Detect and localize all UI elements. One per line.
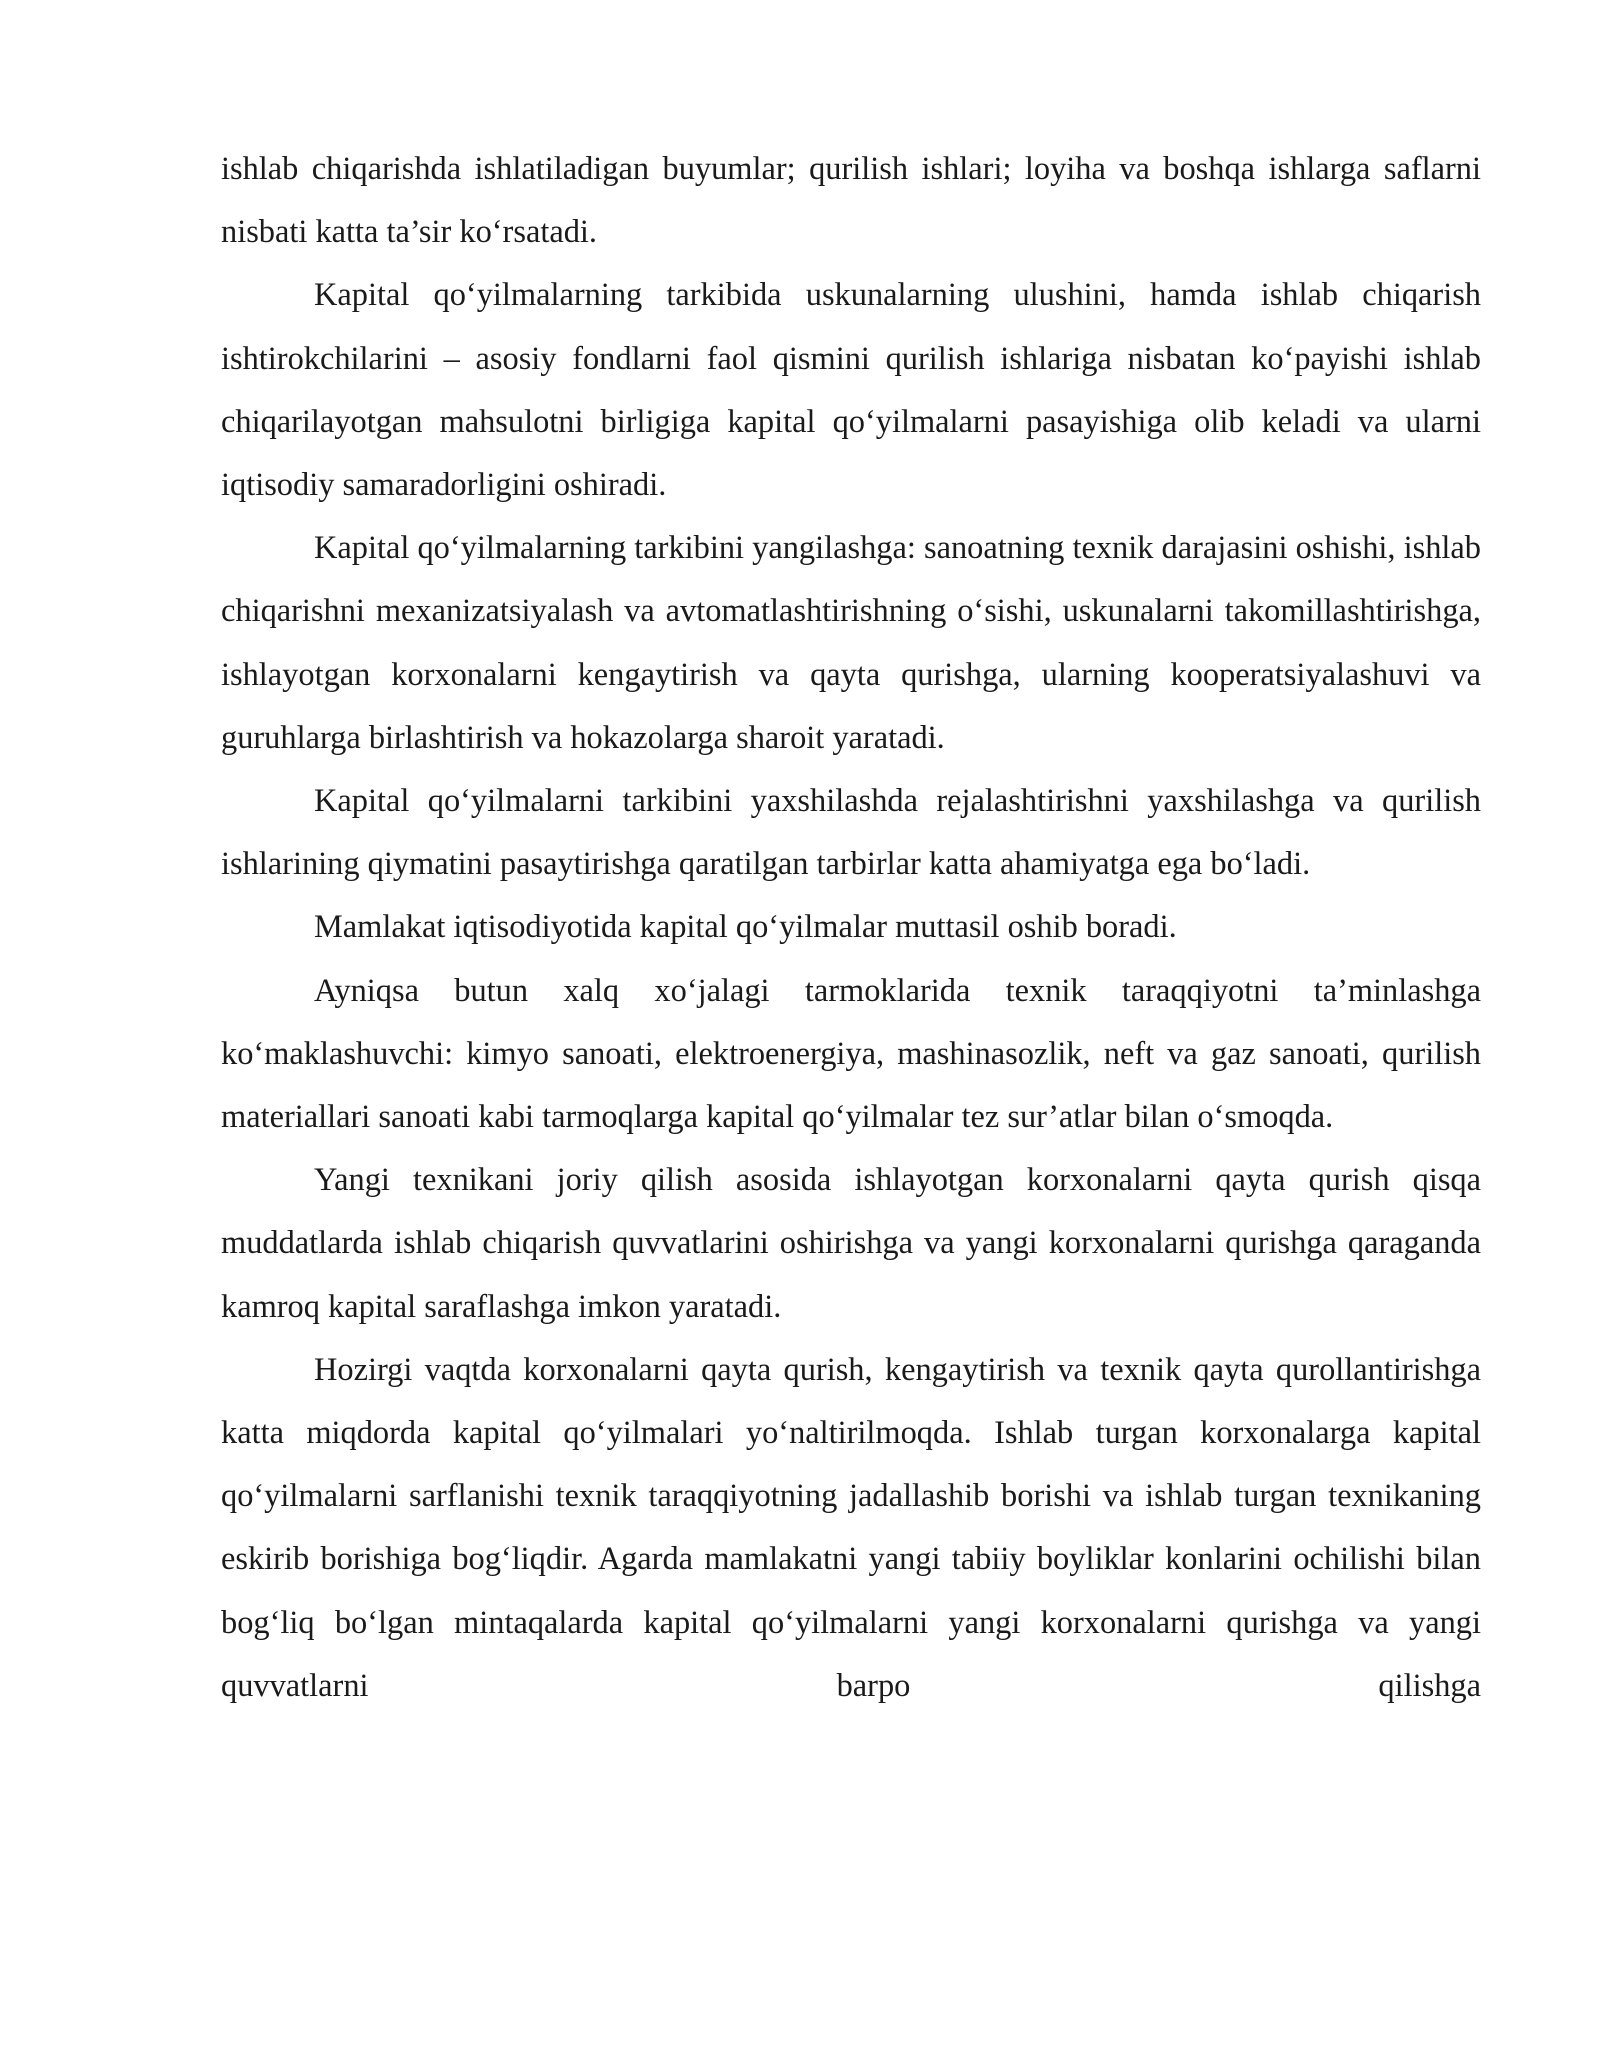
paragraph-continued: ishlab chiqarishda ishlatiladigan buyumlar; qurilish ishlari; loyiha va boshqa ishlarga saflarni nisbati katta ta’sir ko‘rsatadi. [221,151,1481,251]
paragraph-continues-next-page: Hozirgi vaqtda korxonalarni qayta qurish, kengaytirish va texnik qayta qurollantirishga katta miqdorda kapital qo‘yilmalari yo‘naltirilmoqda. Ishlab turgan korxonalarga kapital qo‘yilmalarni sarflanishi texnik taraqqiyotning jadallashib borishi va ishlab turgan texnikaning eskirib borishiga bog‘liqdir. Agarda mamlakatni yangi tabiiy boyliklar konlarini ochilishi bilan bog‘liq bo‘lgan mintaqalarda kapital qo‘yilmalarni yangi korxonalarni qurishga va yangi quvvatlarni barpo qilishga [221,1351,1481,1704]
paragraph: Ayniqsa butun xalq xo‘jalagi tarmoklarida texnik taraqqiyotni ta’minlashga ko‘maklashuvchi: kimyo sanoati, elektroenergiya, mashinasozlik, neft va gaz sanoati, qurilish materiallari sanoati kabi tarmoqlarga kapital qo‘yilmalar tez sur’atlar bilan o‘smoqda. [221,972,1481,1136]
paragraph: Mamlakat iqtisodiyotida kapital qo‘yilmalar muttasil oshib boradi. [314,909,1177,946]
paragraph: Yangi texnikani joriy qilish asosida ishlayotgan korxonalarni qayta qurish qisqa muddatlarda ishlab chiqarish quvvatlarini oshirishga va yangi korxonalarni qurishga qaraganda kamroq kapital saraflashga imkon yaratadi. [221,1162,1481,1325]
paragraph: Kapital qo‘yilmalarning tarkibini yangilashga: sanoatning texnik darajasini oshishi, ishlab chiqarishni mexanizatsiyalash va avtomatlashtirishning o‘sishi, uskunalarni takomillashtirishga, ishlayotgan korxonalarni kengaytirish va qayta qurishga, ularning kooperatsiyalashuvi va guruhlarga birlashtirish va hokazolarga sharoit yaratadi. [221,530,1481,756]
paragraph: Kapital qo‘yilmalarni tarkibini yaxshilashda rejalashtirishni yaxshilashga va qurilish ishlarining qiymatini pasaytirishga qaratilgan tarbirlar katta ahamiyatga ega bo‘ladi. [221,783,1481,883]
body-text [221,138,1481,1718]
paragraph: Kapital qo‘yilmalarning tarkibida uskunalarning ulushini, hamda ishlab chiqarish ishtirokchilarini – asosiy fondlarni faol qismini qurilish ishlariga nisbatan ko‘payishi ishlab chiqarilayotgan mahsulotni birligiga kapital qo‘yilmalarni pasayishiga olib keladi va ularni iqtisodiy samaradorligini oshiradi. [221,277,1481,504]
